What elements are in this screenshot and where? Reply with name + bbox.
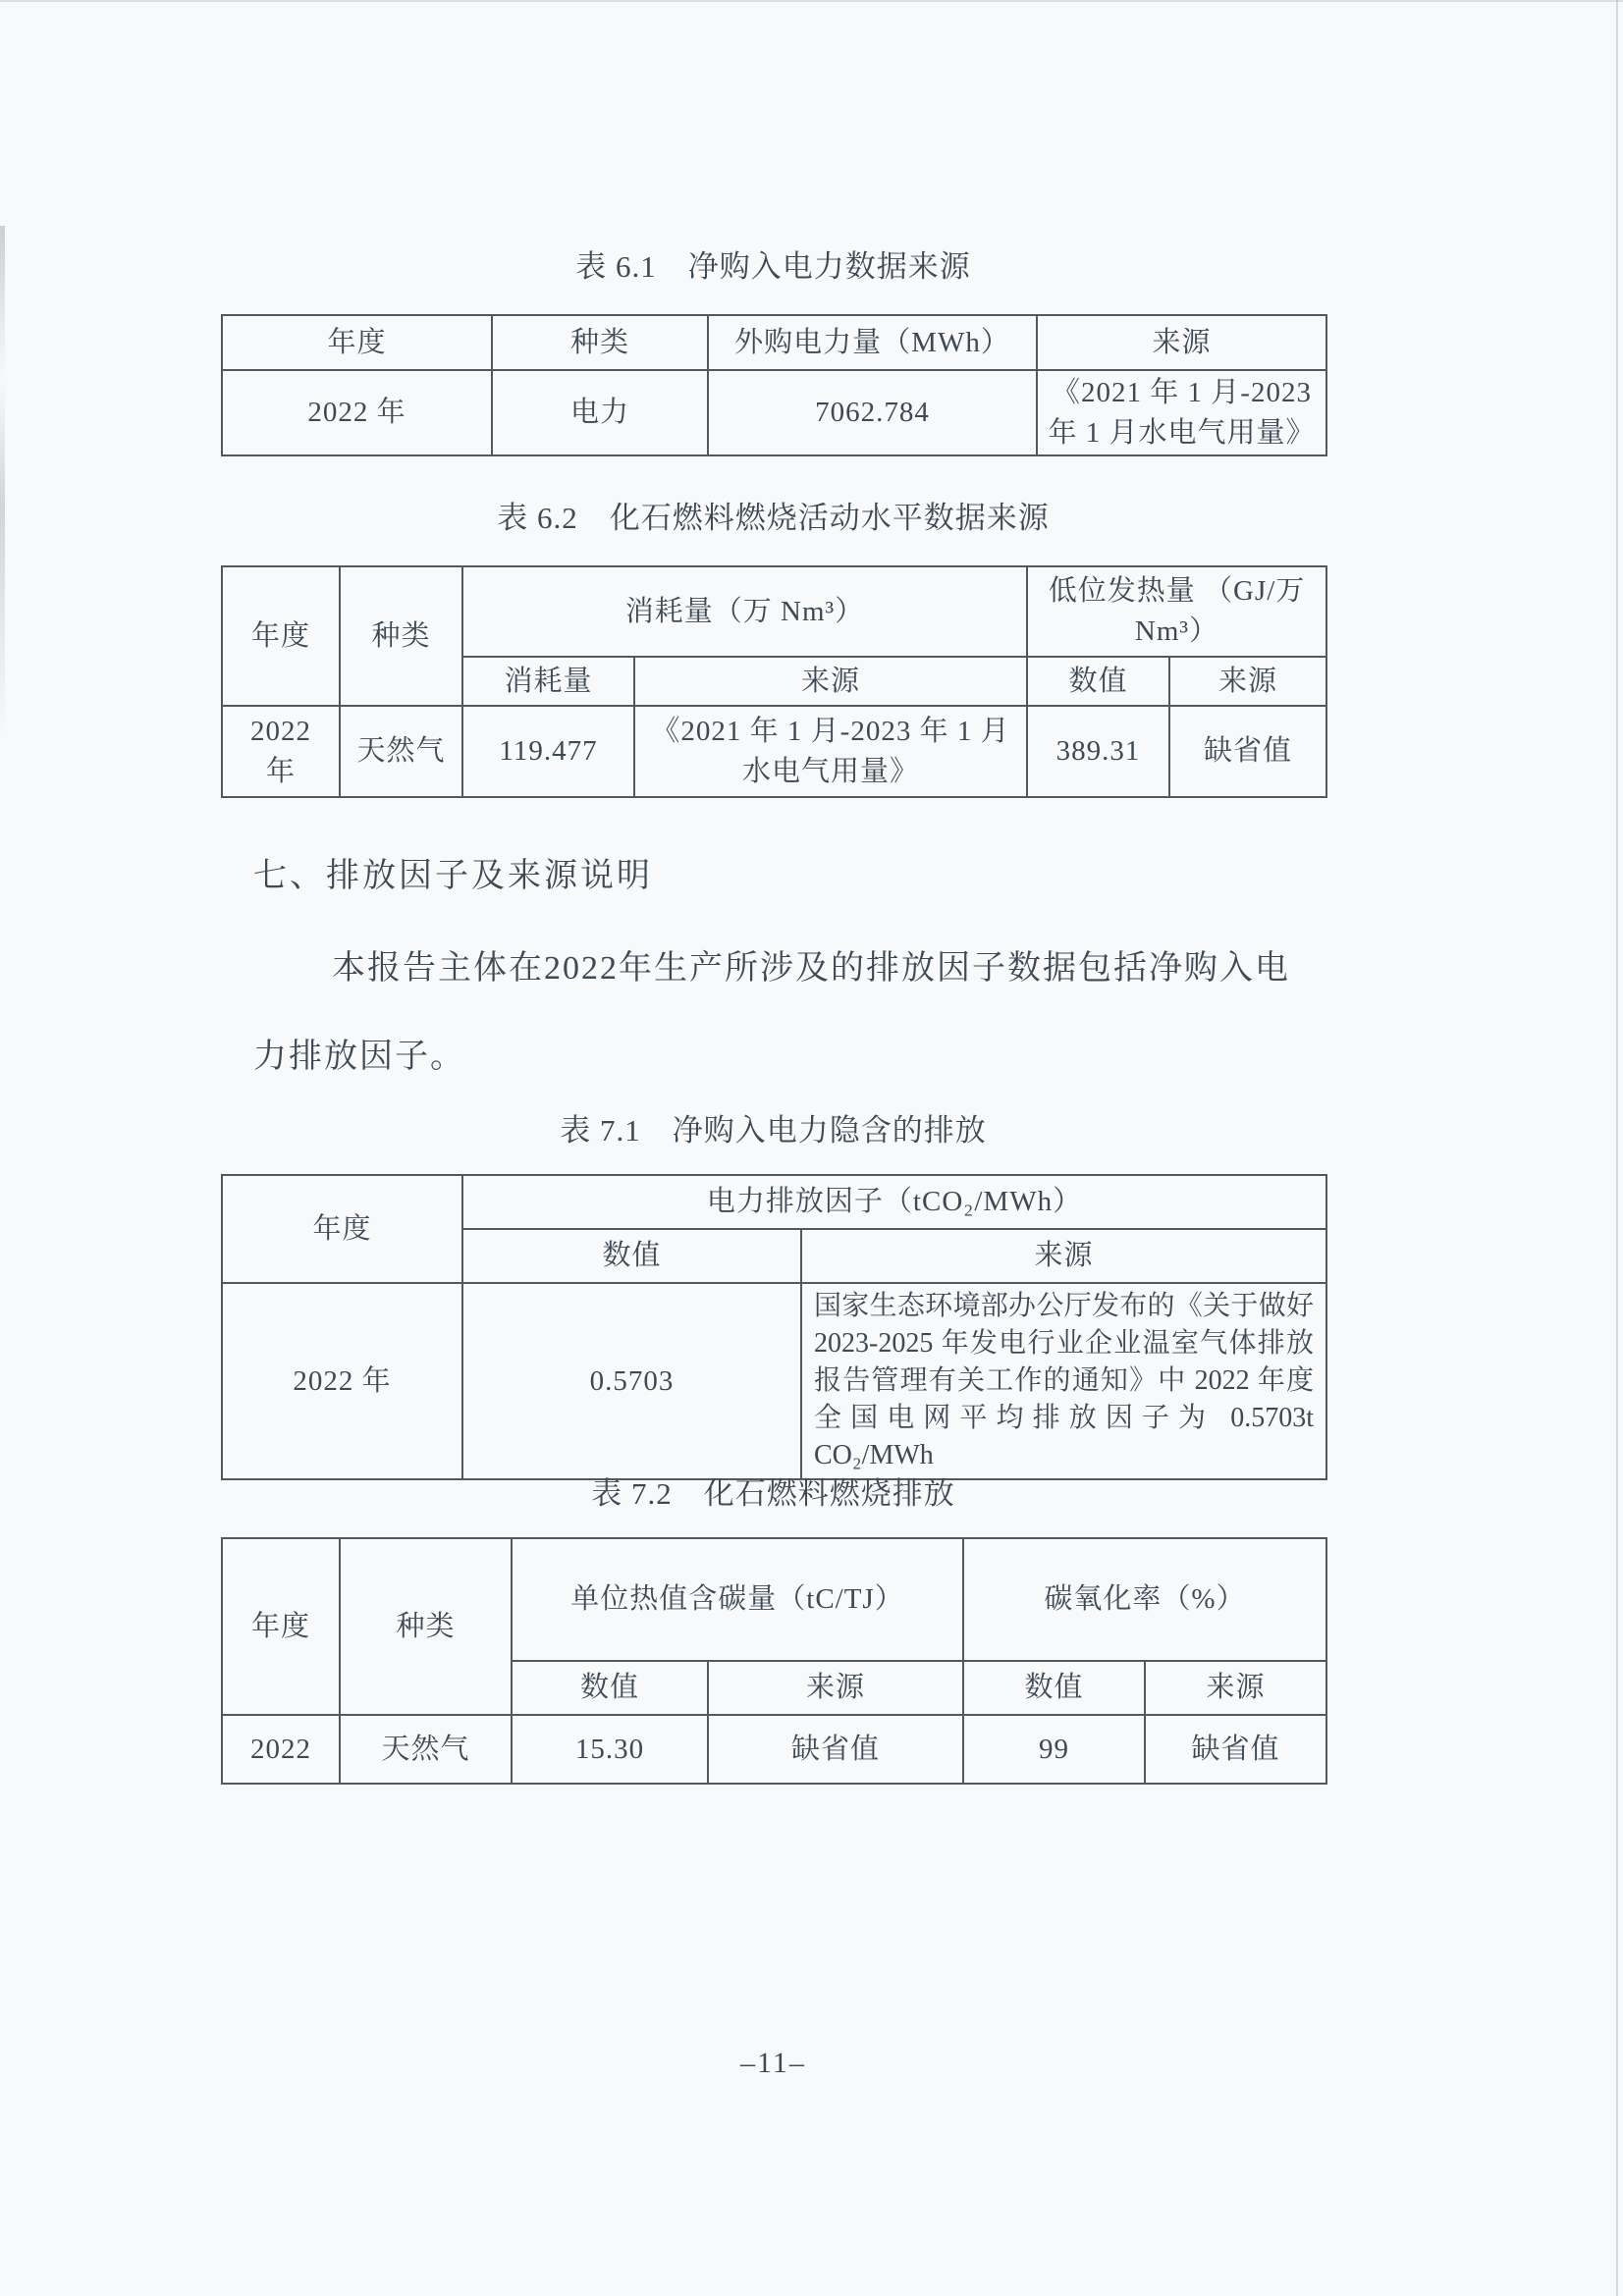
t62-cell-value: 389.31 (1027, 706, 1169, 797)
t72-header-type: 种类 (340, 1538, 512, 1715)
t72-cell-value-2: 99 (963, 1715, 1145, 1784)
t71-cell-value: 0.5703 (462, 1283, 801, 1479)
table-6-1 (221, 314, 1327, 456)
paragraph-line-2: 力排放因子。 (253, 1039, 465, 1075)
t72-cell-year: 2022 (222, 1715, 340, 1784)
t71-cell-year: 2022 年 (222, 1283, 462, 1479)
table-7-1 (221, 1174, 1327, 1480)
t72-header-carbon-group: 单位热值含碳量（tC/TJ） (512, 1538, 963, 1661)
section-heading: 七、排放因子及来源说明 (253, 858, 653, 894)
t62-header-year: 年度 (222, 566, 340, 706)
table-7-1-caption: 表 7.1 净购入电力隐含的排放 (560, 1113, 987, 1148)
t62-header-type: 种类 (340, 566, 462, 706)
page-number: –11– (740, 2047, 806, 2079)
t71-subheader-value: 数值 (462, 1229, 801, 1283)
t72-subheader-value-1: 数值 (512, 1661, 708, 1715)
t72-header-oxidation-group: 碳氧化率（%） (963, 1538, 1326, 1661)
t61-header-amount: 外购电力量（MWh） (708, 315, 1037, 370)
t61-cell-year: 2022 年 (222, 370, 492, 455)
scan-edge-artifact-top (0, 0, 1623, 2)
scan-edge-artifact-left (0, 226, 5, 736)
t71-subheader-source: 来源 (801, 1229, 1326, 1283)
table-6-2 (221, 565, 1327, 798)
table-7-2 (221, 1537, 1327, 1785)
t72-subheader-value-2: 数值 (963, 1661, 1145, 1715)
t72-cell-source-2: 缺省值 (1145, 1715, 1326, 1784)
t61-cell-source: 《2021 年 1 月-2023 年 1 月水电气用量》 (1037, 370, 1326, 455)
t71-header-factor-group: 电力排放因子（tCO₂/MWh） (462, 1175, 1326, 1229)
t62-header-heating-value-group: 低位发热量 （GJ/万 Nm³） (1027, 566, 1326, 657)
t61-header-type: 种类 (492, 315, 708, 370)
t72-subheader-source-2: 来源 (1145, 1661, 1326, 1715)
t62-cell-source-2: 缺省值 (1169, 706, 1326, 797)
t71-cell-source: 国家生态环境部办公厅发布的《关于做好 2023-2025 年发电行业企业温室气体排放报告管理有关工作的通知》中 2022 年度全国电网平均排放因子为 0.5703t CO₂/MWh (801, 1283, 1326, 1479)
t72-cell-value-1: 15.30 (512, 1715, 708, 1784)
scan-edge-artifact-right (1616, 0, 1618, 2296)
t62-subheader-value: 数值 (1027, 657, 1169, 706)
t72-cell-type: 天然气 (340, 1715, 512, 1784)
paragraph-line-1: 本报告主体在2022年生产所涉及的排放因子数据包括净购入电 (332, 950, 1290, 987)
t62-subheader-source-1: 来源 (634, 657, 1027, 706)
t62-cell-consumption: 119.477 (462, 706, 634, 797)
t71-header-year: 年度 (222, 1175, 462, 1283)
t62-cell-year: 2022 年 (222, 706, 340, 797)
t72-header-year: 年度 (222, 1538, 340, 1715)
t62-subheader-source-2: 来源 (1169, 657, 1326, 706)
t61-header-year: 年度 (222, 315, 492, 370)
t62-cell-type: 天然气 (340, 706, 462, 797)
table-6-1-caption: 表 6.1 净购入电力数据来源 (575, 249, 971, 284)
t61-header-source: 来源 (1037, 315, 1326, 370)
t72-cell-source-1: 缺省值 (708, 1715, 963, 1784)
table-6-2-caption: 表 6.2 化石燃料燃烧活动水平数据来源 (497, 501, 1050, 535)
t72-subheader-source-1: 来源 (708, 1661, 963, 1715)
t62-header-consumption-group: 消耗量（万 Nm³） (462, 566, 1027, 657)
t62-cell-source-1: 《2021 年 1 月-2023 年 1 月水电气用量》 (634, 706, 1027, 797)
t61-cell-amount: 7062.784 (708, 370, 1037, 455)
table-7-2-caption: 表 7.2 化石燃料燃烧排放 (591, 1476, 955, 1511)
t62-subheader-consumption: 消耗量 (462, 657, 634, 706)
t61-cell-type: 电力 (492, 370, 708, 455)
